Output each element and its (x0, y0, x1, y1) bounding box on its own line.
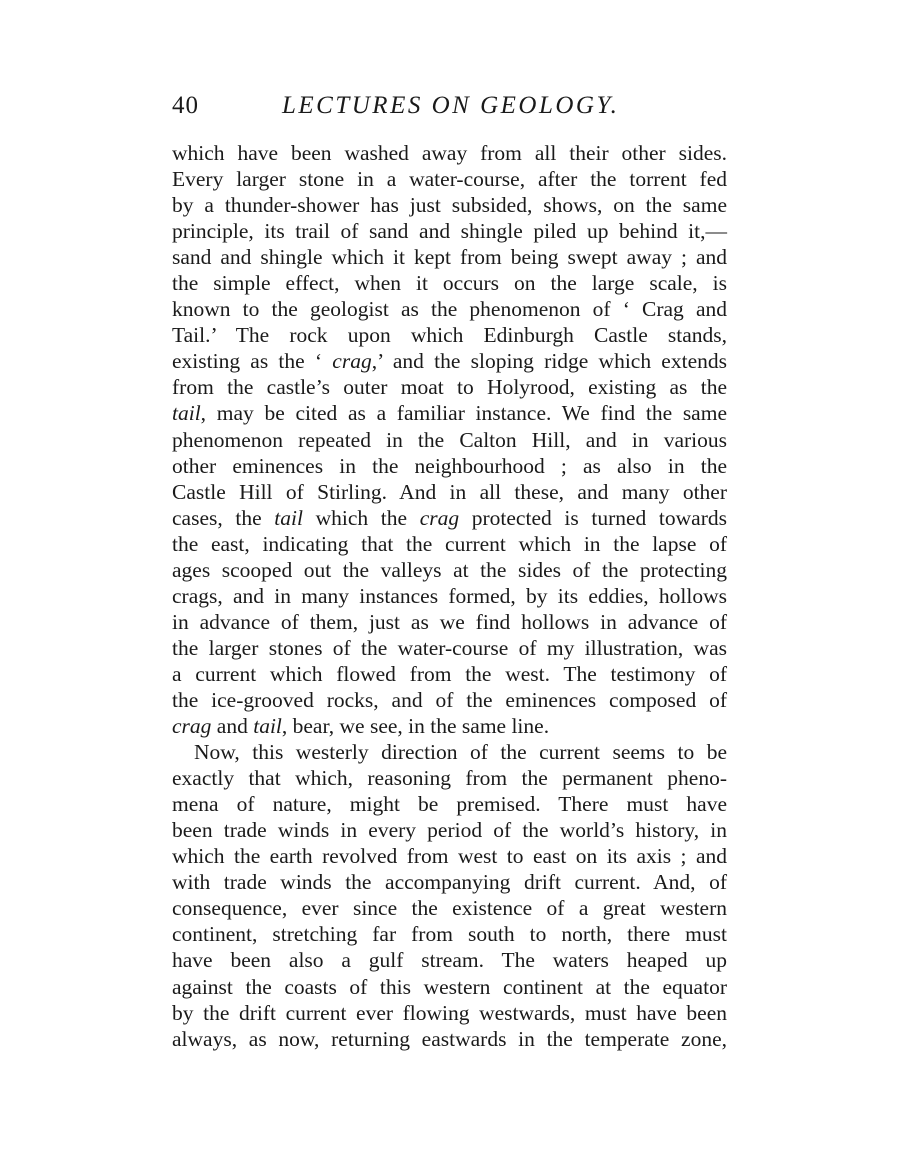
text-segment: known to the geologist as the phenomenon of ‘ Crag and (172, 297, 727, 322)
text-segment: Castle Hill of Stirling. And in all these, and many other (172, 479, 727, 504)
text-segment: principle, its trail of sand and shingle piled up behind it,— (172, 219, 727, 244)
text-segment: Tail.’ The rock upon which Edinburgh Castle stands, (172, 323, 727, 348)
text-segment: consequence, ever since the existence of a great western (172, 896, 727, 921)
text-line (172, 817, 727, 843)
text-line (172, 400, 727, 426)
text-line (172, 1000, 727, 1026)
text-segment: the east, indicating that the current which in the lapse of (172, 531, 727, 556)
text-line (172, 453, 727, 479)
text-segment: which have been washed away from all their other sides. (172, 141, 727, 165)
text-line (172, 322, 727, 348)
text-line (172, 348, 727, 374)
text-segment: from the castle’s outer moat to Holyrood, existing as the (172, 375, 727, 400)
text-segment: crags, and in many instances formed, by its eddies, hollows (172, 583, 727, 608)
text-line (172, 895, 727, 921)
text-segment: by the drift current ever flowing westwards, must have been (172, 1000, 727, 1025)
text-segment: phenomenon repeated in the Calton Hill, and in various (172, 427, 727, 452)
text-segment: been trade winds in every period of the world’s history, in (172, 818, 727, 843)
italic-word: crag (172, 714, 212, 739)
text-line (172, 843, 727, 869)
text-line (172, 713, 727, 739)
text-segment: in advance of them, just as we find hollows in advance of (172, 609, 727, 634)
text-line (172, 974, 727, 1000)
text-line (172, 791, 727, 817)
text-segment: existing as the ‘ (172, 349, 333, 374)
text-line (172, 505, 727, 531)
text-segment: Now, this westerly direction of the current seems to be (194, 740, 727, 765)
text-line (172, 374, 727, 400)
text-line (172, 192, 727, 218)
text-segment: the larger stones of the water-course of my illustration, was (172, 635, 727, 660)
italic-word: tail (274, 505, 303, 530)
text-line (172, 531, 727, 557)
text-segment: other eminences in the neighbourhood ; as also in the (172, 453, 727, 478)
text-segment: cases, the (172, 505, 275, 530)
text-segment: against the coasts of this western continent at the equator (172, 974, 727, 999)
text-line (172, 557, 727, 583)
text-segment: ,’ and the sloping ridge which extends (371, 349, 727, 374)
text-segment: , bear, we see, in the same line. (281, 714, 550, 739)
text-segment: protected is turned towards (459, 505, 727, 530)
text-segment: which the earth revolved from west to east on its axis ; and (172, 844, 727, 869)
text-line (172, 244, 727, 270)
text-line (172, 1026, 727, 1052)
text-segment: exactly that which, reasoning from the permanent pheno- (172, 766, 727, 791)
text-line (172, 635, 727, 661)
text-segment: mena of nature, might be premised. There must have (172, 792, 727, 817)
italic-word: crag (332, 349, 372, 374)
text-segment: the ice-grooved rocks, and of the eminences composed of (172, 687, 727, 712)
page-header (172, 92, 728, 132)
text-segment: sand and shingle which it kept from being swept away ; and (172, 245, 727, 270)
text-segment: continent, stretching far from south to north, there must (172, 922, 727, 947)
italic-word: crag (419, 505, 460, 530)
text-line (172, 765, 727, 791)
text-line (172, 218, 727, 244)
text-line (172, 427, 727, 453)
italic-word: tail (172, 401, 201, 426)
text-segment: by a thunder-shower has just subsided, shows, on the same (172, 193, 727, 218)
text-line (172, 869, 727, 895)
text-line (172, 739, 727, 765)
text-segment: which the (302, 505, 420, 530)
text-line (172, 296, 727, 322)
text-segment: Every larger stone in a water-course, after the torrent fed (172, 167, 727, 192)
text-segment: always, as now, returning eastwards in the temperate zone, (172, 1026, 727, 1051)
text-line (172, 661, 727, 687)
page-number: 40 (172, 92, 199, 119)
italic-word: tail (253, 714, 282, 739)
text-line (172, 921, 727, 947)
text-line (172, 270, 727, 296)
text-line (172, 609, 727, 635)
text-segment: have been also a gulf stream. The waters heaped up (172, 948, 727, 973)
text-line (172, 583, 727, 609)
text-line (172, 166, 727, 192)
text-line (172, 947, 727, 973)
text-segment: , may be cited as a familiar instance. We find the same (200, 401, 727, 426)
text-segment: a current which flowed from the west. The testimony of (172, 661, 727, 686)
text-segment: ages scooped out the valleys at the sides of the protecting (172, 557, 727, 582)
text-segment: with trade winds the accompanying drift current. And, of (172, 870, 727, 895)
text-segment: the simple effect, when it occurs on the large scale, is (172, 271, 727, 296)
text-segment: and (211, 714, 254, 739)
body-text (172, 140, 727, 1052)
text-line (172, 140, 727, 166)
text-line (172, 687, 727, 713)
running-title: LECTURES ON GEOLOGY. (282, 92, 620, 119)
text-line (172, 479, 727, 505)
